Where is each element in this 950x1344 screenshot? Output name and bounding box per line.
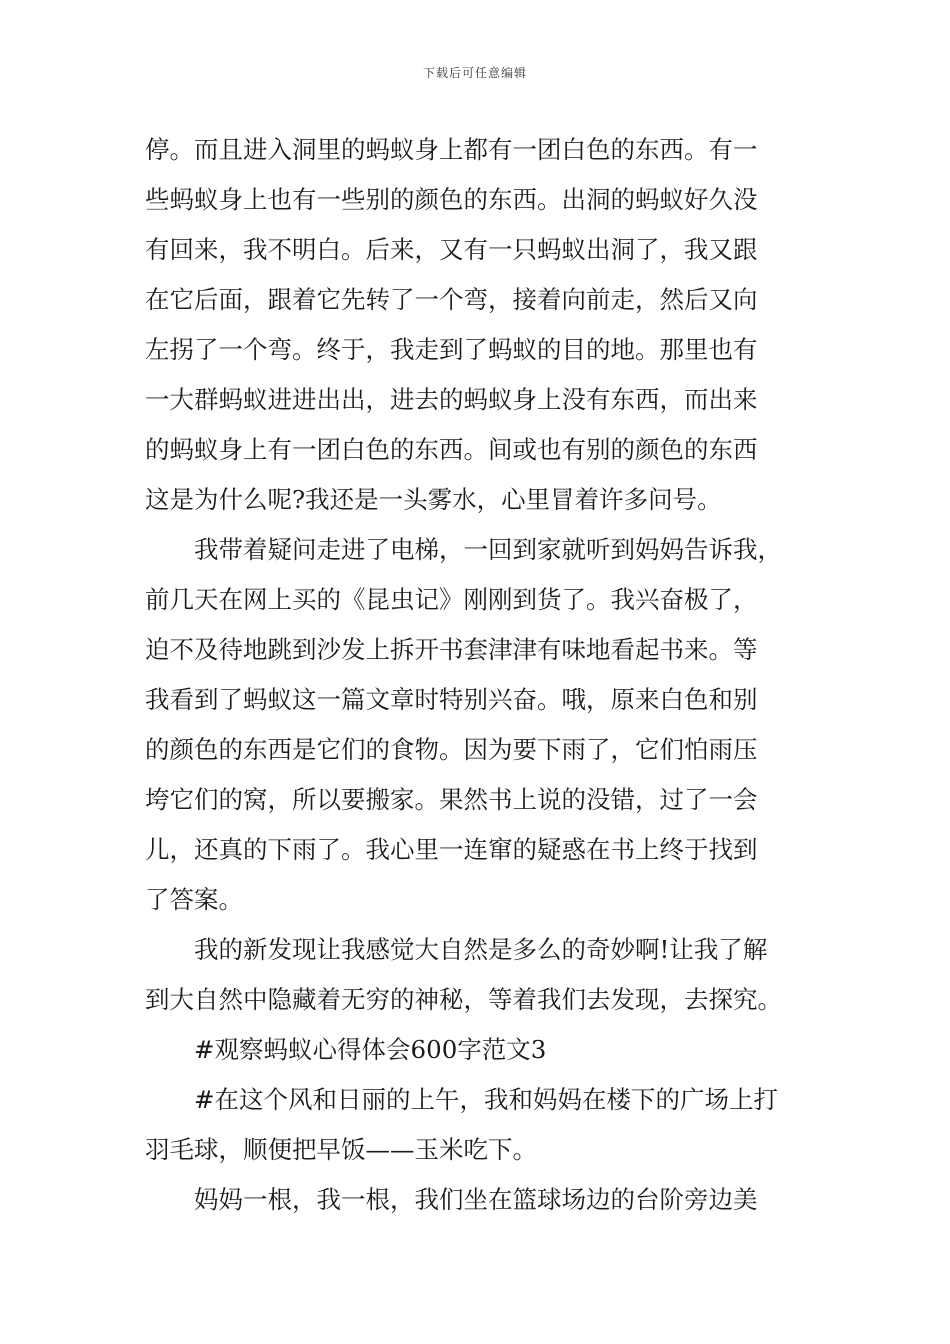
text-line: 在它后面，跟着它先转了一个弯，接着向前走，然后又向 — [145, 285, 758, 314]
section-heading: #观察蚂蚁心得体会600字范文3 — [194, 1035, 547, 1064]
text-line: 我带着疑问走进了电梯，一回到家就听到妈妈告诉我， — [194, 535, 782, 564]
text-line: 的蚂蚁身上有一团白色的东西。间或也有别的颜色的东西 — [145, 435, 758, 464]
text-line: 左拐了一个弯。终于，我走到了蚂蚁的目的地。那里也有 — [145, 335, 758, 364]
text-line: 些蚂蚁身上也有一些别的颜色的东西。出洞的蚂蚁好久没 — [145, 185, 758, 214]
text-line: #在这个风和日丽的上午，我和妈妈在楼下的广场上打 — [194, 1085, 779, 1114]
text-line: 了答案。 — [145, 885, 243, 914]
text-line: 妈妈一根，我一根，我们坐在篮球场边的台阶旁边美 — [194, 1185, 758, 1214]
page-header: 下载后可任意编辑 — [422, 66, 527, 80]
text-line: 一大群蚂蚁进进出出，进去的蚂蚁身上没有东西，而出来 — [145, 385, 758, 414]
text-line: 的颜色的东西是它们的食物。因为要下雨了，它们怕雨压 — [145, 735, 758, 764]
text-line: 到大自然中隐藏着无穷的神秘，等着我们去发现，去探究。 — [145, 985, 782, 1014]
document-body — [145, 125, 810, 1225]
text-line: 我看到了蚂蚁这一篇文章时特别兴奋。哦，原来白色和别 — [145, 685, 758, 714]
text-line: 羽毛球，顺便把早饭——玉米吃下。 — [145, 1135, 537, 1164]
text-line: 儿，还真的下雨了。我心里一连窜的疑惑在书上终于找到 — [145, 835, 758, 864]
text-line: 我的新发现让我感觉大自然是多么的奇妙啊!让我了解 — [194, 935, 768, 964]
text-line: 迫不及待地跳到沙发上拆开书套津津有味地看起书来。等 — [145, 635, 758, 664]
text-line: 有回来，我不明白。后来，又有一只蚂蚁出洞了，我又跟 — [145, 235, 758, 264]
text-line: 停。而且进入洞里的蚂蚁身上都有一团白色的东西。有一 — [145, 135, 758, 164]
text-line: 前几天在网上买的《昆虫记》刚刚到货了。我兴奋极了， — [145, 585, 758, 614]
text-line: 垮它们的窝，所以要搬家。果然书上说的没错，过了一会 — [145, 785, 758, 814]
text-line: 这是为什么呢?我还是一头雾水，心里冒着许多问号。 — [145, 485, 722, 514]
